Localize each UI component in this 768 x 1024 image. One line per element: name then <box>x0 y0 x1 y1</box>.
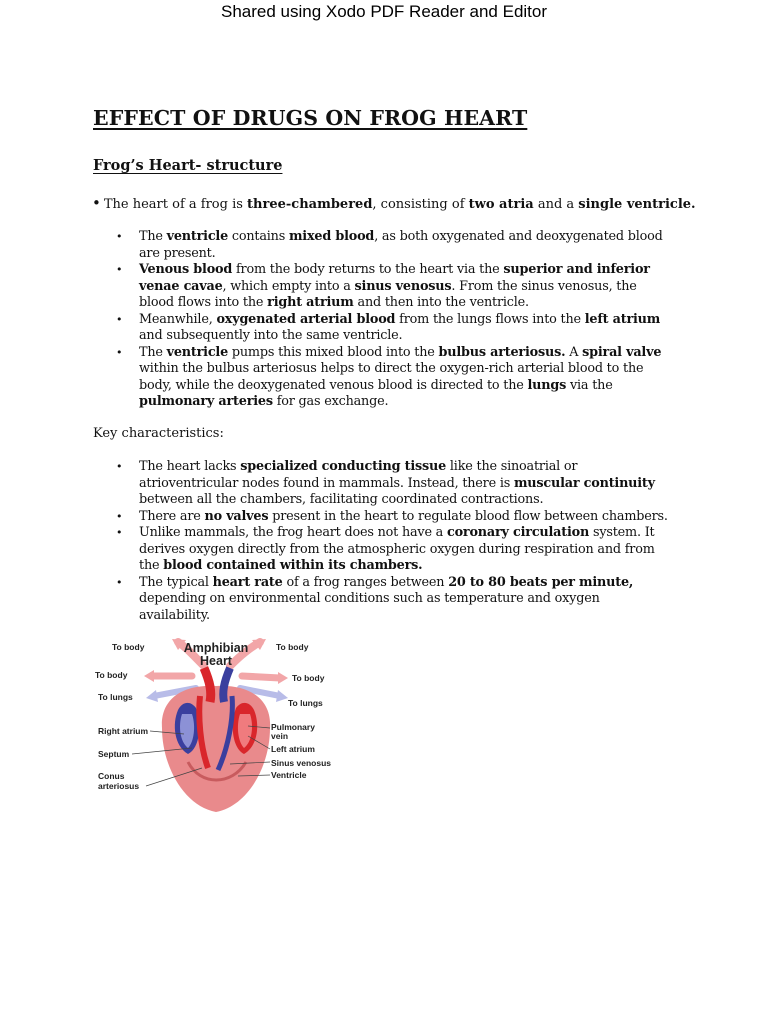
bold-text: oxygenated arterial blood <box>216 311 396 327</box>
bold-text: no valves <box>204 508 269 524</box>
bold-text: ventricle <box>166 344 229 360</box>
list-item <box>116 525 672 575</box>
bold-text: specialized conducting tissue <box>240 459 447 474</box>
label-to-body-left-1: To body <box>112 642 145 652</box>
label-septum: Septum <box>98 749 130 759</box>
list-item <box>116 575 672 625</box>
bullet-icon: • <box>116 460 123 473</box>
text-run: The <box>139 229 167 244</box>
bold-text: three-chambered <box>247 197 373 212</box>
label-vein: vein <box>271 731 289 741</box>
bullet-icon: • <box>116 345 123 359</box>
section-heading: Frog’s Heart- structure <box>93 157 283 174</box>
bold-text: sinus venosus <box>354 278 452 294</box>
text-run: from the lungs flows into the <box>395 311 585 327</box>
label-to-lungs-left: To lungs <box>98 692 133 702</box>
text-run: depending on environmental conditions such as temperature and oxygen availability. <box>139 591 600 623</box>
bold-text: two atria <box>468 197 534 212</box>
key-characteristics-heading: Key characteristics: <box>93 426 224 441</box>
bold-text: bulbus arteriosus. <box>438 344 566 360</box>
document-title: EFFECT OF DRUGS ON FROG HEART <box>93 106 528 130</box>
bold-text: blood contained within its chambers. <box>163 558 423 573</box>
text-run: pumps this mixed blood into the <box>228 344 439 360</box>
label-left-atrium: Left atrium <box>271 744 315 754</box>
label-ventricle: Ventricle <box>271 770 307 780</box>
figure-title-line2: Heart <box>200 654 232 668</box>
text-run: A <box>565 344 583 360</box>
bold-text: 20 to 80 beats per minute, <box>448 574 634 590</box>
key-characteristics-list <box>116 459 672 624</box>
bold-text: Venous blood <box>139 262 233 277</box>
bold-text: heart rate <box>212 574 283 590</box>
bold-text: pulmonary arteries <box>139 394 273 409</box>
intro-paragraph <box>92 194 696 212</box>
text-run: The heart of a frog is <box>103 197 248 212</box>
text-run: and subsequently into the same ventricle. <box>139 328 403 343</box>
text-run: There are <box>139 508 205 524</box>
text-run: via the <box>566 377 613 393</box>
text-run: system. It derives oxygen directly from the atmospheric oxygen during respiration and from the <box>139 525 655 573</box>
label-sinus-venosus: Sinus venosus <box>271 758 331 768</box>
text-run: between all the chambers, facilitating coordinated contractions. <box>139 492 544 507</box>
list-item <box>116 312 672 345</box>
share-banner: Shared using Xodo PDF Reader and Editor <box>220 2 548 21</box>
bold-text: ventricle <box>166 229 229 244</box>
list-item <box>116 509 672 526</box>
text-run: of a frog ranges between <box>282 574 449 590</box>
label-conus: Conus <box>98 771 125 781</box>
text-run: , which empty into a <box>222 278 355 294</box>
bullet-icon: • <box>92 194 101 212</box>
text-run: for gas exchange. <box>272 394 389 409</box>
amphibian-heart-diagram <box>92 636 342 816</box>
label-to-body-left-2: To body <box>95 670 128 680</box>
bold-text: mixed blood <box>288 229 375 244</box>
bold-text: superior and inferior venae cavae <box>139 262 650 294</box>
text-run: from the body returns to the heart via the <box>232 262 504 277</box>
label-to-lungs-right: To lungs <box>288 698 323 708</box>
text-run: Meanwhile, <box>139 311 217 327</box>
text-run: The <box>139 344 167 360</box>
bullet-icon: • <box>116 575 123 589</box>
amphibian-heart-figure <box>92 636 342 816</box>
bold-text: right atrium <box>267 295 354 310</box>
text-run: and then into the ventricle. <box>353 295 529 310</box>
bold-text: muscular continuity <box>513 475 655 491</box>
figure-title-line1: Amphibian <box>183 641 249 655</box>
bold-text: left atrium <box>584 311 661 327</box>
list-item <box>116 459 672 509</box>
label-to-body-right-1: To body <box>276 642 309 652</box>
text-run: , consisting of <box>372 197 469 212</box>
label-to-body-right-2: To body <box>292 673 325 683</box>
text-run: The typical <box>139 574 213 590</box>
text-run: , as both oxygenated and deoxygenated blood are present. <box>139 229 663 261</box>
bold-text: lungs <box>527 377 567 393</box>
text-run: present in the heart to regulate blood flow between chambers. <box>268 508 668 524</box>
text-run: contains <box>228 229 289 244</box>
text-run: . From the sinus venosus, the blood flows into the <box>139 278 637 310</box>
bullet-icon: • <box>116 509 123 523</box>
label-arteriosus: arteriosus <box>98 781 140 791</box>
bold-text: spiral valve <box>582 344 662 360</box>
text-run: Unlike mammals, the frog heart does not have a <box>139 525 447 540</box>
bullet-icon: • <box>116 526 123 539</box>
list-item <box>116 262 672 312</box>
text-run: The heart lacks <box>139 459 241 474</box>
text-run: and a <box>533 197 579 212</box>
bullet-icon: • <box>116 312 123 326</box>
label-right-atrium: Right atrium <box>98 726 149 736</box>
bold-text: single ventricle. <box>578 197 696 212</box>
bold-text: coronary circulation <box>446 525 590 540</box>
label-pulmonary: Pulmonary <box>271 722 315 732</box>
text-run: like the sinoatrial or atrioventricular nodes found in mammals. Instead, there is <box>139 459 578 491</box>
intro-text <box>104 197 696 212</box>
text-run: within the bulbus arteriosus helps to direct the oxygen-rich arterial blood to the body, while the deoxygenated venous blood is directed to the <box>139 361 644 393</box>
structure-points-list <box>116 229 672 411</box>
list-item <box>116 229 672 262</box>
bullet-icon: • <box>116 263 123 276</box>
bullet-icon: • <box>116 230 123 243</box>
list-item <box>116 345 672 411</box>
